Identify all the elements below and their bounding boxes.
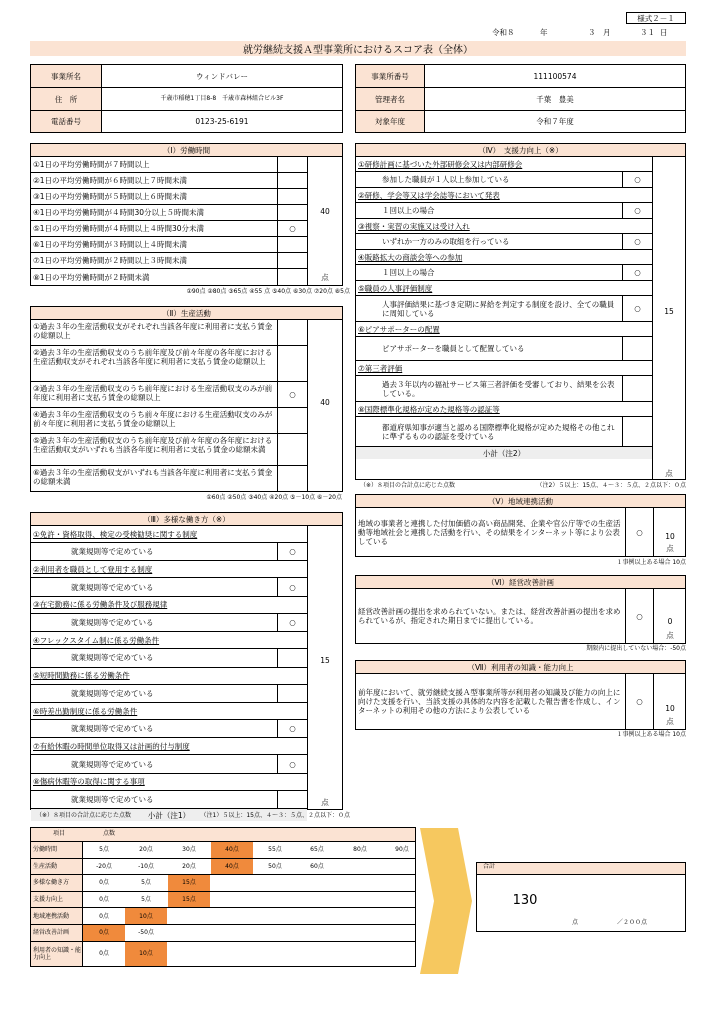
label-facility-name: 事業所名: [31, 65, 102, 87]
sec3-item-sub-text: 就業規則等で定めている: [71, 617, 154, 627]
sec3-item-sub: [31, 685, 307, 703]
sec5-unit: 点: [666, 544, 674, 553]
sec4-item-mark: ○: [622, 203, 652, 218]
sec2-title: （Ⅱ）生産活動: [30, 306, 343, 320]
date-month-label: 月: [603, 28, 611, 37]
label-address: 住 所: [31, 88, 102, 110]
summary-cell: 10点: [125, 942, 167, 966]
sec1-score: 40: [320, 207, 330, 216]
summary-row: [31, 842, 415, 859]
facility-name: ウィンドバレー: [196, 71, 248, 81]
sec2-table: [30, 319, 343, 492]
sec4-item-mark: [622, 337, 652, 360]
sec4-item-head: ⑧国際標準化規格が定めた規格等の認証等: [356, 402, 652, 417]
sec4-item-mark: ○: [622, 234, 652, 249]
summary-cell: 50点: [268, 862, 282, 870]
sec4-item-sub: [356, 417, 652, 447]
sec3-subtotal: 小計（注1）: [31, 809, 307, 821]
sec6-mark: ○: [625, 589, 653, 643]
summary-row: [31, 859, 415, 876]
sec3-item-sub: [31, 720, 307, 738]
sec4-item-mark: ○: [622, 172, 652, 187]
sec4-item-mark: [622, 376, 652, 401]
summary-row: [31, 908, 415, 925]
sec4-note2: （注2）５以上：15点、４～３：５点、２点以下：０点: [536, 482, 686, 489]
summary-cell: -10点: [138, 862, 154, 870]
sec4-item-head: ①研修計画に基づいた外部研修会又は内部研修会: [356, 157, 652, 172]
sec3-note1: （※）８項目の合計点に応じた点数: [36, 812, 132, 819]
date-day-label: 日: [660, 28, 668, 37]
sec2-item: ④過去３年の生産活動収支のうち前々年度における生産活動収支のみが前々年度に利用者に支払う賃金の総額以上: [31, 408, 307, 434]
total-unit: 点: [572, 919, 579, 926]
sec7-table: [355, 673, 686, 730]
summary-cell: 90点: [395, 846, 409, 854]
sec3-item-sub-text: 就業規則等で定めている: [71, 547, 154, 557]
summary-header-item: 項目: [53, 830, 66, 837]
summary-cell: 5点: [141, 896, 151, 903]
label-manager: 管理者名: [356, 88, 425, 110]
summary-cell: -50点: [138, 929, 154, 937]
sec3-note2: （注1）５以上：15点、４～３：５点、２点以下：０点: [200, 812, 350, 819]
sec3-item-mark: [277, 685, 307, 702]
sec4-item-sub-text: １回以上の場合: [382, 206, 435, 215]
sec3-item-sub-text: 就業規則等で定めている: [71, 794, 154, 804]
sec5-score: 10: [665, 532, 675, 541]
sec4-item-sub: [356, 203, 652, 219]
summary-row-label: 多様な働き方: [31, 875, 83, 891]
summary-row: [31, 892, 415, 909]
sec4-item-mark: [622, 417, 652, 446]
label-phone: 電話番号: [31, 111, 102, 132]
sec3-item-head: ⑧傷病休暇等の取得に関する事項: [31, 774, 307, 791]
arrow-shape: [418, 826, 474, 976]
sec1-item: ①1日の平均労働時間が７時間以上: [31, 157, 307, 173]
sec4-item-sub-text: 都道府県知事が適当と認める国際標準化規格が定めた規格その他これに準ずるものの認証を受けている: [382, 422, 615, 441]
sec4-item-sub: [356, 337, 652, 361]
date-day: ３１: [640, 28, 655, 37]
sec3-item-sub: [31, 755, 307, 773]
summary-row-label: 利用者の知識・能力向上: [31, 942, 83, 966]
summary-cell: 60点: [310, 862, 324, 870]
sec2-item: ⑥過去３年の生産活動収支がいずれも当該各年度に利用者に支払う賃金の総額未満: [31, 466, 307, 491]
sec1-item: ②1日の平均労働時間が６時間以上７時間未満: [31, 173, 307, 189]
sec3-title: （Ⅲ）多様な働き方（※）: [30, 512, 343, 526]
sec2-score: 40: [320, 398, 330, 407]
sec4-item-sub: [356, 376, 652, 402]
total-value: 130: [512, 893, 538, 908]
sec4-item-head: ②研修、学会等又は学会誌等において発表: [356, 188, 652, 203]
summary-header: [31, 828, 415, 842]
sec3-item-sub: [31, 791, 307, 809]
summary-cell: -20点: [96, 862, 112, 870]
summary-cell: 0点: [99, 912, 109, 920]
sec3-score: 15: [320, 656, 330, 665]
sec3-item-sub: [31, 614, 307, 632]
sec4-table: [355, 156, 686, 480]
sec3-item-head: ③在宅勤務に係る労働条件及び服務規律: [31, 597, 307, 614]
sec4-note1: （※）８項目の合計点に応じた点数: [360, 482, 456, 489]
sec5-note: １事例以上ある場合 10点: [616, 559, 686, 566]
sec4-item-sub: [356, 172, 652, 188]
sec3-item-mark: ○: [277, 614, 307, 631]
sec3-item-head: ⑤短時間勤務に係る労働条件: [31, 668, 307, 685]
sec4-item-mark: ○: [622, 265, 652, 280]
sec3-item-sub-text: 就業規則等で定めている: [71, 653, 154, 663]
summary-row-label: 労働時間: [31, 842, 83, 858]
sec4-item-mark: ○: [622, 296, 652, 321]
summary-cell: 20点: [139, 846, 153, 854]
summary-cell: 20点: [182, 862, 196, 870]
sec1-item: ⑦1日の平均労働時間が２時間以上３時間未満: [31, 253, 307, 269]
sec1-item: ④1日の平均労働時間が４時間30分以上５時間未満: [31, 205, 307, 221]
sec2-item: ③過去３年の生産活動収支のうち前年度における生産活動収支のみが前年度に利用者に支払う賃金の総額以上 ○: [31, 382, 307, 408]
summary-cell: 5点: [141, 879, 151, 887]
sec6-unit: 点: [666, 631, 674, 640]
total-box: [476, 862, 686, 932]
sec1-item: ⑥1日の平均労働時間が３時間以上４時間未満: [31, 237, 307, 253]
sec6-title: （Ⅵ）経営改善計画: [355, 575, 686, 589]
sec7-note: １事例以上ある場合 10点: [616, 731, 686, 738]
sec2-item: ②過去３年の生産活動収支のうち前年度及び前々年度の各年度における生産活動収支がそれぞれ当該各年度に利用者に支払う賃金の総額以上: [31, 346, 307, 382]
sec4-item-head: ⑤職員の人事評価制度: [356, 281, 652, 296]
summary-row: [31, 925, 415, 942]
sec3-item-sub: [31, 578, 307, 596]
sec4-item-sub-text: 人事評価結果に基づき定期に昇給を判定する制度を設け、全ての職員に周知している: [382, 299, 615, 318]
address: 千歳市稲穂1丁目8-8 千歳市森林組合ビル3F: [160, 95, 284, 103]
sec1-note: ①90点 ②80点 ③65点 ④55 点 ⑤40点 ⑥30点 ⑦20点 ⑧5点: [186, 288, 350, 295]
sec6-table: [355, 588, 686, 644]
summary-cell: 40点: [211, 859, 253, 875]
info-left-table: [30, 64, 343, 133]
sec6-score: 0: [667, 617, 673, 626]
sec3-item-sub-text: 就業規則等で定めている: [71, 724, 154, 734]
summary-row-label: 地域連携活動: [31, 908, 83, 924]
sec3-item-sub-text: 就業規則等で定めている: [71, 582, 154, 592]
sec3-item-mark: [277, 649, 307, 666]
sec3-item-head: ①免許・資格取得、検定の受検勧奨に関する制度: [31, 526, 307, 543]
summary-cell: 5点: [99, 846, 109, 854]
info-right-table: [355, 64, 686, 133]
sec5-mark: ○: [625, 508, 653, 556]
sec2-item: ①過去３年の生産活動収支がそれぞれ当該各年度に利用者に支払う賃金の総額以上: [31, 320, 307, 346]
sec4-unit: 点: [665, 469, 673, 478]
sec4-item-sub-text: 過去３年以内の福祉サービス第三者評価を受審しており、結果を公表している。: [382, 379, 615, 398]
date-line: [470, 28, 700, 40]
total-max: ／２００点: [617, 919, 648, 926]
summary-cell: 30点: [182, 846, 196, 854]
summary-cell: 0点: [99, 896, 109, 903]
summary-cell: 15点: [168, 875, 210, 891]
sec4-item-sub-text: ピアサポーターを職員として配置している: [382, 344, 525, 353]
sec4-item-head: ③視察・実習の実施又は受け入れ: [356, 219, 652, 234]
office-number: 111100574: [533, 71, 577, 81]
sec3-item-mark: ○: [277, 720, 307, 737]
sec4-subtotal: 小計（注2）: [356, 447, 652, 459]
summary-cell: 65点: [310, 846, 324, 854]
sec5-table: [355, 507, 686, 557]
sec4-item-head: ⑦第三者評価: [356, 361, 652, 376]
date-month: ３: [588, 28, 596, 37]
sec4-item-sub-text: いずれか一方のみの取組を行っている: [382, 237, 510, 246]
summary-table: [30, 827, 416, 967]
sec3-item-mark: ○: [277, 578, 307, 595]
sec6-text: 経営改善計画の提出を求められていない。または、経営改善計画の提出を求められているが、指定された期日までに提出している。: [358, 607, 621, 625]
sec4-score: 15: [664, 307, 674, 316]
sec2-item: ⑤過去３年の生産活動収支のうち前年度及び前々年度の各年度における生産活動収支がいずれも当該各年度に利用者に支払う賃金の総額未満: [31, 434, 307, 466]
sec4-item-sub: [356, 265, 652, 281]
sec3-item-mark: [277, 791, 307, 808]
sec3-item-head: ⑥時差出勤制度に係る労働条件: [31, 703, 307, 720]
sec4-item-sub: [356, 234, 652, 250]
summary-cell: 15点: [168, 892, 210, 908]
sec1-item: ③1日の平均労働時間が５時間以上６時間未満: [31, 189, 307, 205]
summary-header-points: 点数: [103, 830, 116, 837]
sec1-item: ⑧1日の平均労働時間が２時間未満: [31, 269, 307, 285]
summary-cell: 40点: [211, 842, 253, 858]
sec3-item-head: ②利用者を職員として登用する制度: [31, 561, 307, 578]
summary-row-label: 経営改善計画: [31, 925, 83, 941]
sec5-text: 地域の事業者と連携した付加価値の高い商品開発、企業や官公庁等での生産活動等地域社会と連携した活動を行い、その結果をインターネット等により公表している: [358, 518, 621, 546]
sec1-item: ⑤1日の平均労働時間が４時間以上４時間30分未満 ○: [31, 221, 307, 237]
sec3-item-mark: ○: [277, 755, 307, 772]
target-year: 令和７年度: [536, 117, 574, 126]
sec4-item-sub: [356, 296, 652, 322]
form-number: 様式２－１: [626, 12, 686, 24]
page-title: 就労継続支援Ａ型事業所におけるスコア表（全体）: [30, 41, 686, 56]
date-year-label: 年: [540, 28, 548, 37]
sec4-item-head: ④販路拡大の商談会等への参加: [356, 250, 652, 265]
summary-cell: 80点: [353, 846, 367, 854]
date-era: 令和８: [492, 28, 515, 37]
summary-cell: 0点: [99, 950, 109, 958]
summary-cell: 10点: [125, 908, 167, 924]
sec3-item-sub: [31, 649, 307, 667]
sec4-title: （Ⅳ） 支援力向上（※）: [355, 143, 686, 157]
summary-row: [31, 875, 415, 892]
phone: 0123-25-6191: [195, 117, 249, 126]
sec3-item-sub: [31, 543, 307, 561]
sec3-item-sub-text: 就業規則等で定めている: [71, 759, 154, 769]
summary-row-label: 生産活動: [31, 859, 83, 875]
sec1-table: [30, 156, 343, 286]
sec4-item-sub-text: 参加した職員が１人以上参加している: [382, 175, 510, 184]
sec7-mark: ○: [625, 674, 653, 729]
manager-name: 千葉 豊美: [536, 94, 574, 104]
sec7-title: （Ⅶ）利用者の知識・能力向上: [355, 660, 686, 674]
sec1-unit: 点: [321, 273, 329, 282]
sec7-score: 10: [665, 704, 675, 713]
sec7-unit: 点: [666, 717, 674, 726]
summary-row-label: 支援力向上: [31, 892, 83, 908]
sec4-item-head: ⑥ピアサポーターの配置: [356, 322, 652, 337]
sec3-item-head: ⑦有給休暇の時間単位取得又は計画的付与制度: [31, 738, 307, 755]
label-office-number: 事業所番号: [356, 65, 425, 87]
sec1-title: （Ⅰ）労働時間: [30, 143, 343, 157]
summary-row: [31, 942, 415, 966]
total-label: 合計: [477, 863, 685, 875]
summary-cell: 0点: [99, 879, 109, 887]
sec7-text: 前年度において、就労継続支援Ａ型事業所等が利用者の知識及び能力の向上に向けた支援を行い、当該支援の具体的な内容を記載した報告書を作成し、インターネットの利用その他の方法により公表している: [358, 688, 621, 715]
sec3-item-sub-text: 就業規則等で定めている: [71, 688, 154, 698]
sec4-item-sub-text: １回以上の場合: [382, 268, 435, 277]
sec3-item-mark: ○: [277, 543, 307, 560]
sec3-unit: 点: [321, 798, 329, 807]
summary-cell: 55点: [268, 846, 282, 854]
sec6-note: 期限内に提出していない場合：-50点: [586, 645, 686, 652]
label-target-year: 対象年度: [356, 111, 425, 132]
sec5-title: （Ⅴ）地域連携活動: [355, 494, 686, 508]
summary-cell: 0点: [83, 925, 125, 941]
sec2-note: ①60点 ②50点 ③40点 ④20点 ⑤－10点 ⑥－20点: [206, 494, 342, 501]
sec3-item-head: ④フレックスタイム制に係る労働条件: [31, 632, 307, 649]
